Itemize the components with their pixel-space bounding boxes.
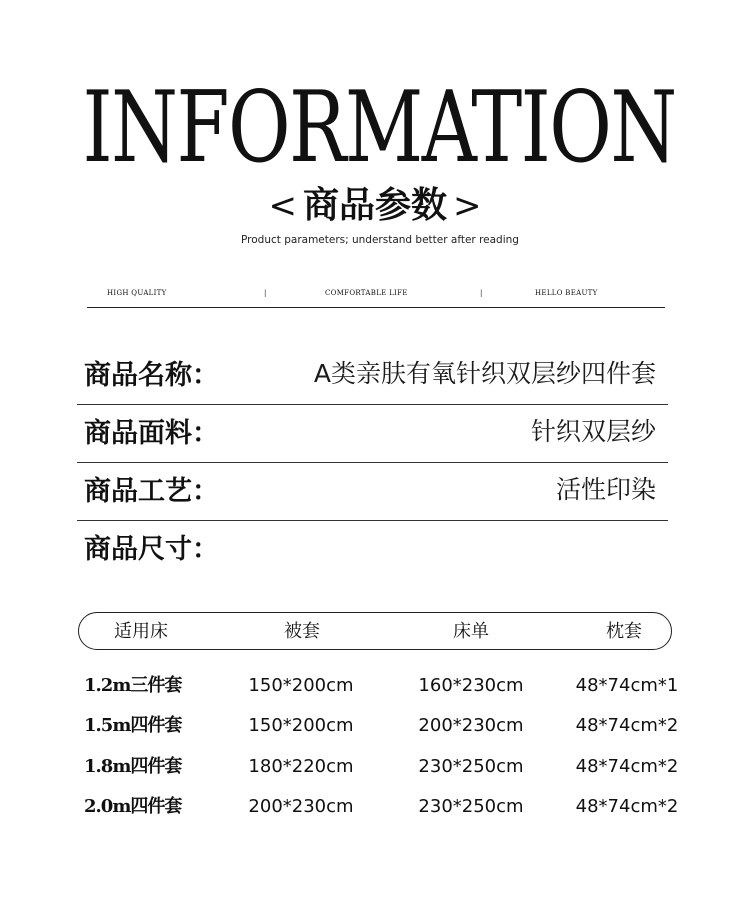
pillowcase-cell: 48*74cm*2 [575,715,679,736]
bed-size-cell: 2.0m四件套 [84,796,182,817]
separator: | [264,289,267,297]
param-value: 活性印染 [555,475,656,504]
param-row-fabric [77,404,668,463]
right-bracket: > [453,186,482,226]
quality-strip [87,287,665,308]
table-row [0,752,750,782]
subtitle-text: 商品参数 [302,185,447,226]
param-row-craft [77,462,668,521]
duvet-cover-cell: 180*220cm [248,756,354,777]
bed-size-cell: 1.2m三件套 [84,675,182,696]
pillowcase-cell: 48*74cm*2 [575,756,679,777]
duvet-cover-cell: 200*230cm [248,796,354,817]
quality-label: HELLO BEAUTY [535,289,598,297]
param-value: 针织双层纱 [530,417,656,446]
param-row-name [77,346,668,405]
bed-size-cell: 1.5m四件套 [84,715,182,736]
param-value: A类亲肤有氧针织双层纱四件套 [313,359,656,388]
param-label: 商品尺寸： [84,534,219,565]
bed-sheet-cell: 200*230cm [418,715,524,736]
quality-label: COMFORTABLE LIFE [325,289,408,297]
column-header: 枕套 [606,621,642,642]
column-header: 适用床 [114,621,168,642]
separator: | [480,289,483,297]
pillowcase-cell: 48*74cm*2 [575,796,679,817]
pillowcase-cell: 48*74cm*1 [575,675,679,696]
quality-label: HIGH QUALITY [107,289,167,297]
bed-sheet-cell: 160*230cm [418,675,524,696]
section-subtitle [0,182,750,230]
table-row [0,711,750,741]
duvet-cover-cell: 150*200cm [248,715,354,736]
bed-sheet-cell: 230*250cm [418,796,524,817]
param-label: 商品工艺： [84,476,219,507]
size-table-header [78,612,672,650]
table-row [0,671,750,701]
param-label: 商品面料： [84,418,219,449]
param-row-size [77,520,668,578]
hero-title: INFORMATION [82,71,676,185]
tagline: Product parameters; understand better after reading [241,234,519,246]
column-header: 被套 [284,621,320,642]
left-bracket: < [268,186,297,226]
duvet-cover-cell: 150*200cm [248,675,354,696]
column-header: 床单 [453,621,489,642]
param-label: 商品名称： [84,360,219,391]
bed-size-cell: 1.8m四件套 [84,756,182,777]
table-row [0,792,750,822]
bed-sheet-cell: 230*250cm [418,756,524,777]
